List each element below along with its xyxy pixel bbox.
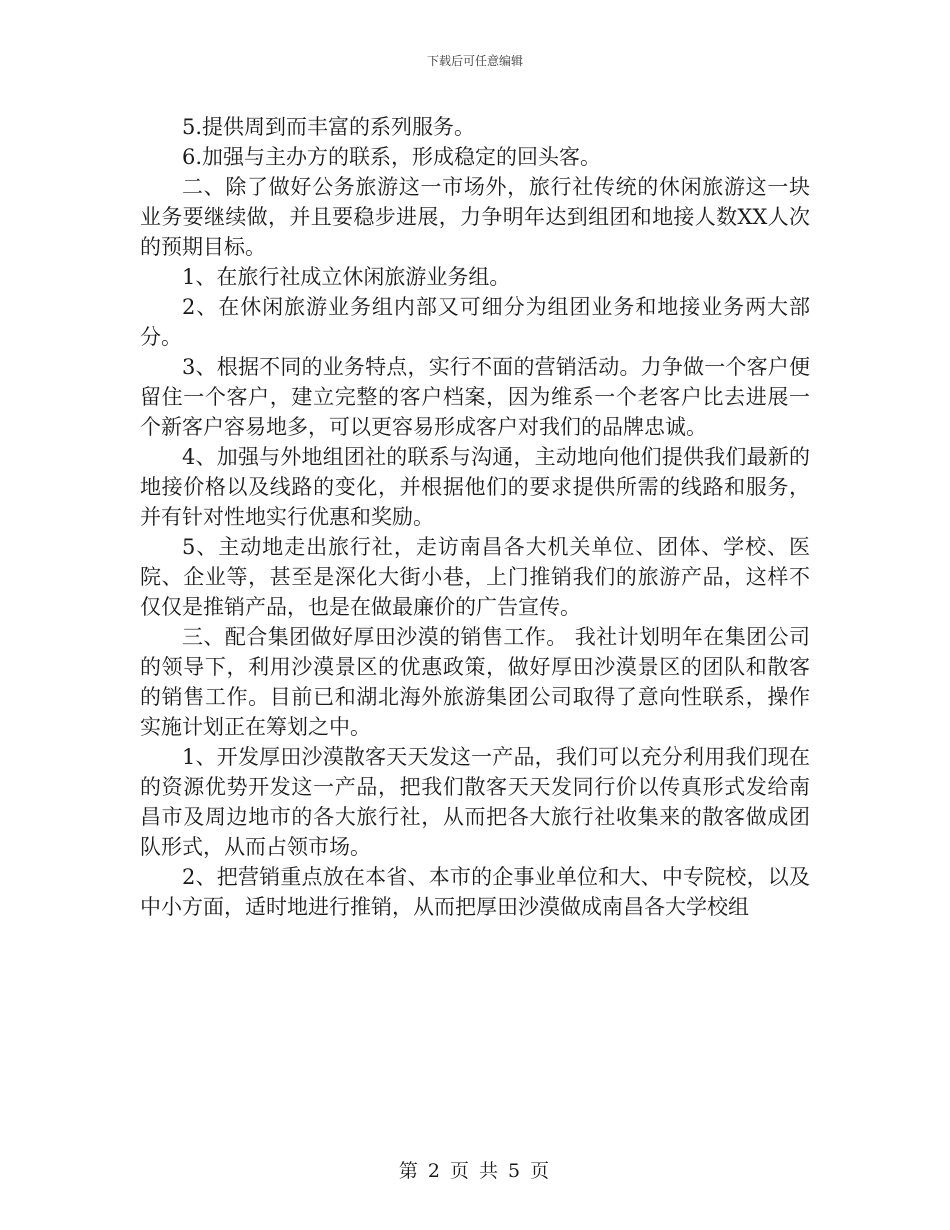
paragraph: 1、在旅行社成立休闲旅游业务组。 — [182, 265, 511, 289]
document-body — [140, 112, 810, 922]
paragraph: 3、根据不同的业务特点，实行不面的营销活动。力争做一个客户便留住一个客户，建立完整的客户档案，因为维系一个老客户比去进展一个新客户容易地多，可以更容易形成客户对我们的品牌忠诚。 — [140, 355, 810, 439]
paragraph: 6.加强与主办方的联系，形成稳定的回头客。 — [182, 145, 602, 169]
page-header: 下载后可任意编辑 — [426, 54, 523, 68]
paragraph: 5.提供周到而丰富的系列服务。 — [182, 115, 476, 139]
paragraph: 1、开发厚田沙漠散客天天发这一产品，我们可以充分利用我们现在的资源优势开发这一产品，把我们散客天天发同行价以传真形式发给南昌市及周边地市的各大旅行社，从而把各大旅行社收集来的散客做成团队形式，从而占领市场。 — [140, 745, 810, 859]
paragraph: 2、把营销重点放在本省、本市的企事业单位和大、中专院校，以及中小方面，适时地进行推销，从而把厚田沙漠做成南昌各大学校组 — [140, 865, 810, 919]
paragraph: 5、主动地走出旅行社，走访南昌各大机关单位、团体、学校、医院、企业等，甚至是深化大街小巷，上门推销我们的旅游产品，这样不仅仅是推销产品，也是在做最廉价的广告宣传。 — [140, 535, 810, 619]
paragraph: 4、加强与外地组团社的联系与沟通，主动地向他们提供我们最新的地接价格以及线路的变化，并根据他们的要求提供所需的线路和服务，并有针对性地实行优惠和奖励。 — [140, 445, 810, 529]
paragraph: 2、在休闲旅游业务组内部又可细分为组团业务和地接业务两大部分。 — [140, 295, 810, 349]
paragraph: 三、配合集团做好厚田沙漠的销售工作。 我社计划明年在集团公司的领导下，利用沙漠景区的优惠政策，做好厚田沙漠景区的团队和散客的销售工作。目前已和湖北海外旅游集团公司取得了意向性联系，操作实施计划正在筹划之中。 — [140, 625, 810, 739]
page-number-footer: 第 2 页 共 5 页 — [398, 1160, 552, 1182]
paragraph: 二、除了做好公务旅游这一市场外，旅行社传统的休闲旅游这一块业务要继续做，并且要稳步进展，力争明年达到组团和地接人数XX人次的预期目标。 — [140, 175, 810, 259]
